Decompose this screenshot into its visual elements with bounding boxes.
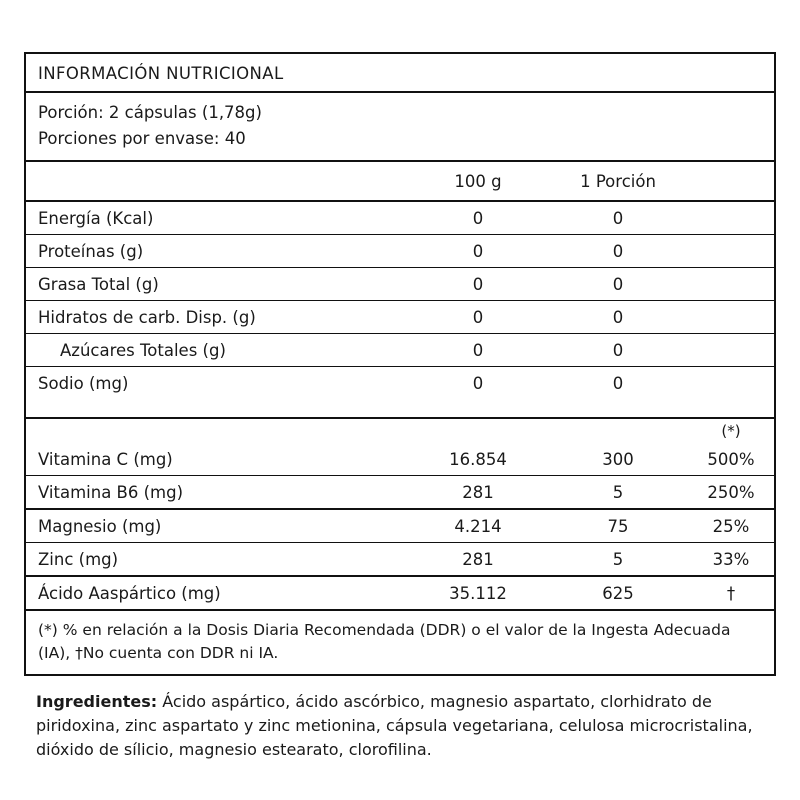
- ingredients-label: Ingredientes:: [36, 692, 158, 712]
- row-value-portion: 5: [548, 476, 688, 510]
- row-label: Azúcares Totales (g): [26, 334, 408, 367]
- row-label: Hidratos de carb. Disp. (g): [26, 301, 408, 334]
- row-value-100g: 0: [408, 235, 548, 268]
- section-divider: [26, 399, 774, 418]
- row-value-portion: 75: [548, 509, 688, 543]
- row-value-100g: 0: [408, 301, 548, 334]
- table-row: [26, 201, 774, 235]
- serving-info: [26, 93, 774, 162]
- row-value-percent: [688, 301, 774, 334]
- ingredients-text: Ácido aspártico, ácido ascórbico, magnesio aspartato, clorhidrato de piridoxina, zinc aspartato y zinc metionina, cápsula vegetariana, celulosa microcristalina, dióxido de sílicio, magnesio estearato, clorofilina.: [36, 692, 753, 760]
- table-row: [26, 509, 774, 543]
- row-value-portion: 0: [612, 373, 624, 393]
- row-value-portion: 625: [602, 583, 634, 603]
- table-row: [26, 235, 774, 268]
- percent-header-row: [26, 418, 774, 443]
- column-header-spacer: [688, 162, 774, 201]
- page-title: INFORMACIÓN NUTRICIONAL: [26, 54, 774, 93]
- row-value-percent: [688, 334, 774, 367]
- row-label: Ácido Aaspártico (mg): [38, 583, 221, 603]
- table-row: [26, 543, 774, 577]
- row-value-portion: 0: [548, 334, 688, 367]
- portion-size: Porción: 2 cápsulas (1,78g): [38, 103, 262, 122]
- table-row: [26, 301, 774, 334]
- row-label: Zinc (mg): [26, 543, 408, 577]
- row-value-percent: †: [726, 583, 736, 603]
- row-label: Sodio (mg): [38, 373, 129, 393]
- column-header-portion: 1 Porción: [548, 162, 688, 201]
- row-value-portion: 5: [548, 543, 688, 577]
- row-value-percent: [688, 367, 774, 400]
- row-value-portion: 0: [548, 268, 688, 301]
- row-value-100g: 4.214: [408, 509, 548, 543]
- row-value-100g: 35.112: [449, 583, 507, 603]
- row-value-100g: 0: [472, 373, 484, 393]
- row-label: Proteínas (g): [26, 235, 408, 268]
- row-value-percent: [688, 268, 774, 301]
- column-header-name: [26, 162, 408, 201]
- row-value-percent: 500%: [688, 443, 774, 476]
- table-row: [26, 334, 774, 367]
- table-row: [26, 476, 774, 510]
- table-row: [26, 576, 774, 609]
- row-value-100g: 0: [408, 201, 548, 235]
- row-value-100g: 281: [408, 476, 548, 510]
- row-value-100g: 0: [408, 268, 548, 301]
- row-label: Grasa Total (g): [26, 268, 408, 301]
- nutrition-facts-panel: [24, 52, 776, 676]
- table-row: [26, 443, 774, 476]
- column-header-100g: 100 g: [408, 162, 548, 201]
- daily-value-footnote: (*) % en relación a la Dosis Diaria Recomendada (DDR) o el valor de la Ingesta Adecuada (IA), †No cuenta con DDR ni IA.: [26, 609, 774, 674]
- row-value-percent: 33%: [688, 543, 774, 577]
- row-value-100g: 0: [408, 334, 548, 367]
- table-row: [26, 268, 774, 301]
- row-value-portion: 0: [548, 201, 688, 235]
- row-value-percent: 250%: [688, 476, 774, 510]
- row-value-portion: 300: [548, 443, 688, 476]
- row-label: Magnesio (mg): [26, 509, 408, 543]
- nutrition-table: [26, 162, 774, 609]
- row-value-percent: 25%: [688, 509, 774, 543]
- servings-per-container: Porciones por envase: 40: [38, 128, 246, 148]
- row-value-percent: [688, 201, 774, 235]
- row-value-portion: 0: [548, 301, 688, 334]
- row-value-100g: 281: [408, 543, 548, 577]
- row-label: Energía (Kcal): [26, 201, 408, 235]
- row-value-100g: 16.854: [408, 443, 548, 476]
- row-value-portion: 0: [548, 235, 688, 268]
- row-label: Vitamina B6 (mg): [26, 476, 408, 510]
- column-header-percent: (*): [721, 422, 741, 441]
- row-value-percent: [688, 235, 774, 268]
- ingredients-section: [24, 690, 776, 762]
- row-label: Vitamina C (mg): [26, 443, 408, 476]
- table-header-row: [26, 162, 774, 201]
- table-row: [26, 367, 774, 400]
